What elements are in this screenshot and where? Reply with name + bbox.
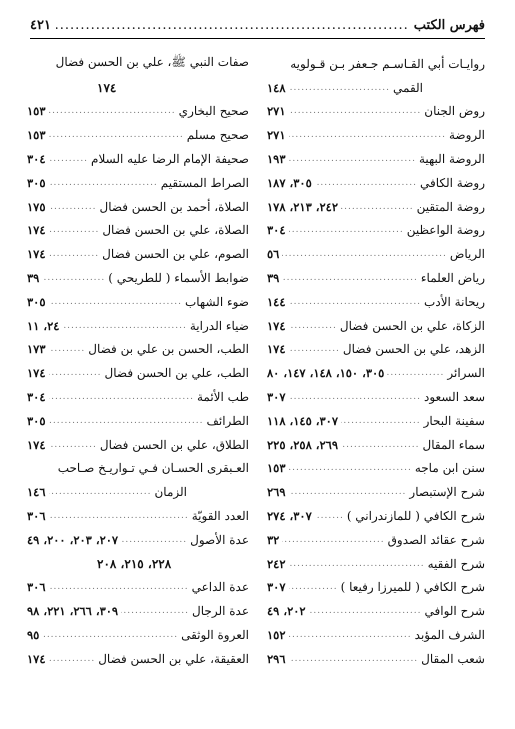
index-entry [267,147,485,171]
index-entry [27,457,249,481]
entry-title: شرح الكافي ( للميرزا رفيعا ) [340,580,485,595]
entry-title: شرح الوافي [424,604,485,619]
index-entry [267,242,485,266]
dot-leader [289,487,407,497]
dot-leader [289,130,446,140]
index-entry [267,219,485,243]
entry-pages: ١٧٤ [27,247,46,262]
index-entry [27,576,249,600]
entry-pages: ٣٠٧ [267,390,286,405]
dot-leader [49,487,152,497]
entry-pages: ٢٠٢، ٤٩ [267,604,306,619]
page-number: ٤٢١ [30,17,51,33]
entry-title: شرح الإستبصار [409,485,485,500]
entry-pages: ١٧٤ [27,651,46,666]
entry-pages: ٣٩ [267,271,280,286]
entry-pages: ٣٠٥ [27,294,46,309]
dot-leader [341,440,419,450]
entry-pages: ٣٠٩، ٢٦٦، ٢٢١، ٩٨ [27,604,119,619]
entry-title: السرائر [447,366,485,381]
dot-leader [49,297,182,307]
index-entry [267,623,485,647]
entry-title: روض الجنان [424,104,485,119]
index-entry [27,647,249,671]
entry-title: الطب، علي بن الحسن فضال [104,366,249,381]
entry-pages: ٣٠٧ [267,580,286,595]
index-entry [267,409,485,433]
index-entry [267,552,485,576]
entry-pages: ٣٠٥ [27,175,46,190]
entry-pages: ٢٦٩، ٢٥٨، ٢٢٥ [267,437,339,452]
entry-title: شرح عقائد الصدوق [387,532,485,547]
index-entry [27,385,249,409]
index-entry [267,123,485,147]
entry-title: شرح الفقيه [427,556,485,571]
dot-leader [42,630,178,640]
entry-pages: ٣٠٥، ١٨٧ [267,175,312,190]
entry-pages: ١٤٦ [27,485,46,500]
dot-leader [49,202,97,212]
dot-leader [289,630,412,640]
dot-leader [49,249,100,259]
index-entry [27,409,249,433]
dot-leader [315,511,344,521]
entry-title: الزكاة، علي بن الحسن فضال [339,318,485,333]
dot-leader [49,440,97,450]
dot-leader [289,83,390,93]
dot-leader [49,582,189,592]
index-entry [27,433,249,457]
entry-title: روايـات أبي القـاسـم جـعفر بـن قـولويه [290,56,485,71]
index-entry [267,171,485,195]
index-entry [27,504,249,528]
dot-leader [121,535,187,545]
index-entry [27,195,249,219]
entry-title: الزهد، علي بن الحسن فضال [342,342,485,357]
entry-pages: ١٧٤ [27,223,46,238]
entry-title: روضة الواعظين [406,223,485,238]
entry-title: القمي [393,80,423,95]
dot-leader [49,511,189,521]
entry-title: صفات النبي ﷺ، علي بن الحسن فضال [55,55,249,70]
dot-leader [49,654,96,664]
dot-leader [289,106,422,116]
index-entry [27,290,249,314]
index-entry [27,528,249,552]
page-header [30,12,485,39]
dot-leader [289,154,416,164]
index-entry [27,338,249,362]
index-entry [267,338,485,362]
entry-title: الطب، الحسن بن علي بن فضال [88,342,249,357]
index-entry [267,504,485,528]
entry-pages: ٣٠٦ [27,580,46,595]
dot-leader [309,606,422,616]
entry-title: الرياض [449,247,485,262]
dot-leader [49,392,194,402]
dot-leader [289,582,338,592]
entry-pages: ١٧٣ [27,342,46,357]
entry-title: ضوء الشهاب [184,294,249,309]
index-entry [267,100,485,124]
entry-title: الطرائف [206,413,249,428]
dot-leader [289,297,422,307]
index-entry [267,599,485,623]
entry-title: الروضة البهية [418,152,485,167]
dot-leader [49,416,204,426]
dot-leader [49,178,158,188]
entry-pages: ١٧٤ [27,366,46,381]
index-entry [267,290,485,314]
entry-pages: ٢٤٢، ٢١٣، ١٧٨ [267,199,339,214]
entry-pages: ٣٠٥ [27,413,46,428]
header-dot-leader [56,18,409,33]
index-entry [27,266,249,290]
entry-pages: ١٧٤ [27,437,46,452]
index-entry [27,361,249,385]
entry-title: الروضة [448,128,485,143]
entry-title: الشرف المؤبد [414,628,485,643]
entry-pages: ٥٦ [267,247,280,262]
dot-leader [49,154,89,164]
index-entry [267,361,485,385]
entry-title: الصلاة، أحمد بن الحسن فضال [99,199,249,214]
index-entry [267,195,485,219]
entry-title: رياض العلماء [420,271,485,286]
index-column-right [267,52,485,671]
index-entry [267,480,485,504]
entry-title: طب الأئمة [196,390,249,405]
entry-pages: ٢٦٩ [267,485,286,500]
dot-leader [289,392,421,402]
entry-title: العقيقة، علي بن الحسن فضال [98,651,249,666]
entry-title: الصلاة، علي بن الحسن فضال [102,223,249,238]
entry-title: سفينة البحار [423,413,485,428]
index-entry [27,219,249,243]
index-entry [27,76,249,100]
entry-title: صحيح مسلم [186,128,249,143]
index-entry [27,552,249,576]
index-entry [27,599,249,623]
index-entry [27,171,249,195]
index-entry [27,314,249,338]
dot-leader [282,273,418,283]
entry-pages: ١٥٣ [27,128,46,143]
dot-leader [289,321,337,331]
entry-title: العروة الوثقى [181,628,249,643]
index-entry [267,528,485,552]
entry-title: عدة الرجال [192,604,249,619]
index-entry [267,433,485,457]
entry-title: روضة المتقين [416,199,485,214]
index-entry [267,76,485,100]
header-title: فهرس الكتب [413,17,485,33]
dot-leader [49,106,176,116]
index-entry [27,147,249,171]
dot-leader [341,416,421,426]
entry-pages: ١٥٢ [267,628,286,643]
entry-pages: ٣٠٤ [27,390,46,405]
index-entry [267,266,485,290]
dot-leader [42,273,105,283]
entry-pages: ٢٤، ١١ [27,318,60,333]
entry-title: شعب المقال [421,651,485,666]
entry-title: سنن ابن ماجه [414,461,485,476]
dot-leader [289,225,404,235]
entry-pages: ٣٠٦ [27,509,46,524]
entry-title: العـبقرى الحسـان فـي تـواريـخ صـاحب [57,461,249,476]
entry-title: الطلاق، علي بن الحسن فضال [99,437,249,452]
entry-pages: ٢٤٢ [267,556,286,571]
index-entry [27,623,249,647]
entry-title: صحيح البخاري [178,104,249,119]
entry-pages: ١٩٣ [267,152,286,167]
dot-leader [289,559,425,569]
entry-pages: ٢٠٧، ٢٠٣، ٢٠٠، ٤٩ [27,532,119,547]
entry-title: شرح الكافي ( للمازندراني ) [346,509,485,524]
entry-pages: ٢٢٨، ٢١٥، ٢٠٨ [97,556,172,571]
index-entry [27,100,249,124]
index-column-left [27,52,249,671]
entry-title: الزمان [154,485,187,500]
dot-leader [49,344,86,354]
dot-leader [49,130,184,140]
entry-pages: ٣٢ [267,532,280,547]
entry-title: عدة الأصول [190,532,249,547]
index-entry [27,480,249,504]
dot-leader [315,178,417,188]
index-entry [267,314,485,338]
entry-title: سعد السعود [424,390,485,405]
entry-pages: ٣٠٤ [27,152,46,167]
dot-leader [289,344,340,354]
dot-leader [121,606,189,616]
entry-pages: ١٤٤ [267,294,286,309]
dot-leader [341,202,414,212]
entry-title: ضياء الدراية [189,318,249,333]
entry-title: سماء المقال [422,437,485,452]
entry-pages: ٩٥ [27,628,40,643]
entry-pages: ٣٠٥، ١٥٠، ١٤٨، ١٤٧، ٨٠ [267,366,385,381]
dot-leader [282,249,447,259]
index-entry [27,242,249,266]
dot-leader [49,368,102,378]
entry-pages: ١٥٣ [27,104,46,119]
entry-pages: ١٤٨ [267,80,286,95]
index-entry [267,457,485,481]
dot-leader [387,368,444,378]
entry-title: الصراط المستقيم [160,175,249,190]
dot-leader [282,535,384,545]
entry-pages: ١٧٥ [27,199,46,214]
entry-pages: ٢٧١ [267,104,286,119]
index-entry [267,576,485,600]
entry-pages: ٣٠٧، ١٤٥، ١١٨ [267,413,339,428]
index-entry [267,647,485,671]
entry-pages: ٣٠٧، ٢٧٤ [267,509,312,524]
entry-pages: ٣٩ [27,271,40,286]
entry-title: صحيفة الإمام الرضا عليه السلام [91,152,249,167]
entry-title: روضة الكافي [419,175,485,190]
entry-pages: ٢٩٦ [267,651,286,666]
dot-leader [62,321,186,331]
entry-title: الصوم، علي بن الحسن فضال [102,247,249,262]
entry-pages: ١٧٤ [97,80,117,95]
entry-title: العدد القويّة [191,509,249,524]
entry-title: ضوابط الأسماء ( للطريحي ) [108,271,249,286]
index-entry [27,123,249,147]
entry-pages: ٢٧١ [267,128,286,143]
dot-leader [289,463,412,473]
dot-leader [289,654,419,664]
entry-pages: ٣٠٤ [267,223,286,238]
entry-title: عدة الداعي [191,580,249,595]
index-entry [27,52,249,76]
index-entry [267,52,485,76]
index-entry [267,385,485,409]
entry-title: ريحانة الأدب [424,294,485,309]
entry-pages: ١٧٤ [267,342,286,357]
dot-leader [49,225,100,235]
entry-pages: ١٧٤ [267,318,286,333]
entry-pages: ١٥٣ [267,461,286,476]
